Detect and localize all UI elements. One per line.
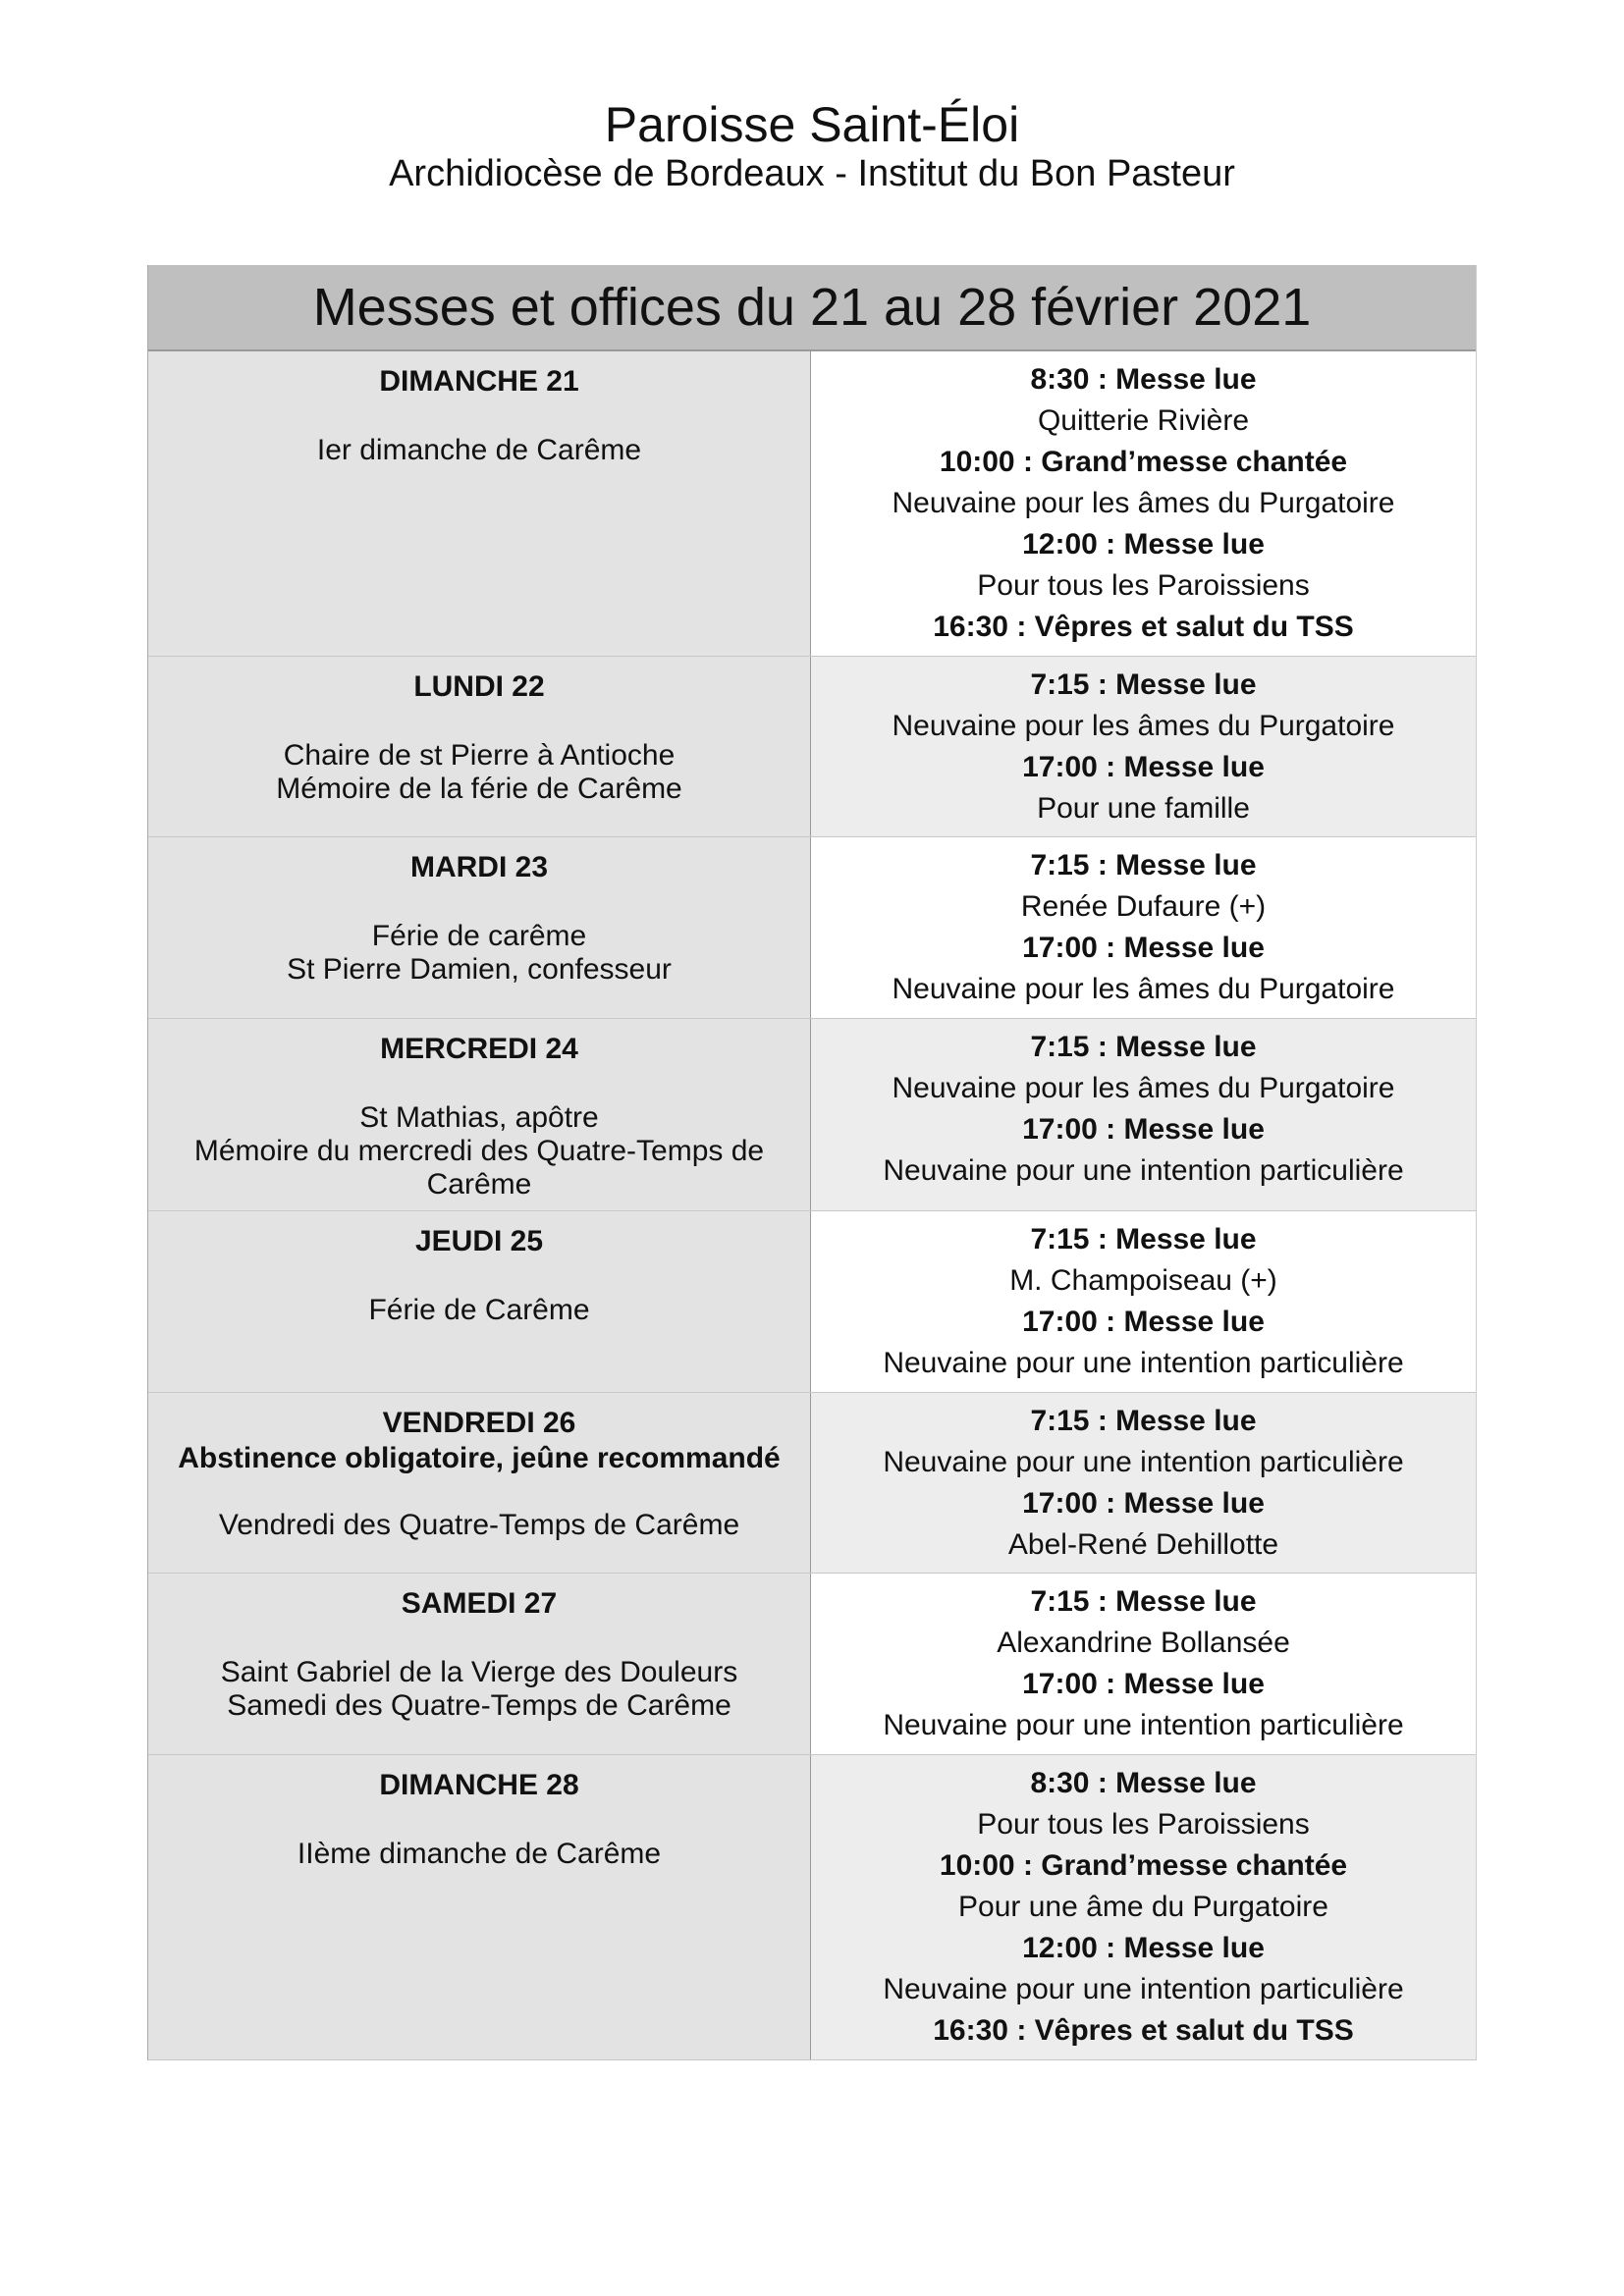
mass-intention: Alexandrine Bollansée	[997, 1627, 1290, 1659]
liturgical-day: Mémoire du mercredi des Quatre-Temps de	[193, 1135, 765, 1167]
day-name: MARDI 23	[409, 851, 549, 883]
masses-cell	[811, 1019, 1476, 1210]
liturgical-day: Vendredi des Quatre-Temps de Carême	[218, 1509, 740, 1541]
day-name: LUNDI 22	[413, 670, 545, 703]
day-name: MERCREDI 24	[380, 1033, 578, 1065]
table-row	[148, 1574, 1476, 1755]
masses-cell	[811, 1393, 1476, 1573]
table-row	[148, 1019, 1476, 1211]
mass-time: 17:00 : Messe lue	[1022, 1113, 1265, 1146]
mass-intention: Renée Dufaure (+)	[1020, 890, 1267, 923]
mass-time: 7:15 : Messe lue	[1030, 1223, 1257, 1255]
day-cell	[148, 1211, 811, 1392]
masses-cell	[811, 1574, 1476, 1754]
day-cell	[148, 657, 811, 836]
mass-time: 17:00 : Messe lue	[1022, 932, 1265, 964]
liturgical-day: Saint Gabriel de la Vierge des Douleurs	[220, 1656, 738, 1688]
table-row	[148, 1393, 1476, 1574]
mass-intention: Neuvaine pour une intention particulière	[883, 1973, 1404, 2005]
table-row	[148, 837, 1476, 1019]
mass-time: 8:30 : Messe lue	[1030, 1767, 1257, 1799]
table-row	[148, 351, 1476, 657]
liturgical-day: Ier dimanche de Carême	[316, 434, 642, 466]
masses-cell	[811, 1211, 1476, 1392]
liturgical-day: Férie de carême	[371, 920, 587, 952]
liturgical-day: Chaire de st Pierre à Antioche	[283, 739, 676, 772]
mass-intention: Pour tous les Paroissiens	[977, 1808, 1310, 1841]
day-name: JEUDI 25	[414, 1225, 544, 1257]
liturgical-day: Samedi des Quatre-Temps de Carême	[227, 1689, 731, 1722]
day-note: Abstinence obligatoire, jeûne recommandé	[178, 1442, 781, 1474]
parish-title: Paroisse Saint-Éloi	[604, 97, 1020, 152]
liturgical-day: St Mathias, apôtre	[359, 1101, 599, 1134]
liturgical-day: St Pierre Damien, confesseur	[287, 953, 672, 986]
mass-time: 17:00 : Messe lue	[1022, 1668, 1265, 1700]
mass-intention: M. Champoiseau (+)	[1009, 1264, 1277, 1297]
mass-time: 10:00 : Grand’messe chantée	[939, 1849, 1348, 1882]
mass-intention: Neuvaine pour une intention particulière	[883, 1347, 1404, 1379]
mass-time: 7:15 : Messe lue	[1030, 1405, 1257, 1437]
masses-cell	[811, 837, 1476, 1018]
table-row	[148, 1755, 1476, 2060]
mass-intention: Neuvaine pour les âmes du Purgatoire	[892, 710, 1395, 742]
liturgical-day: IIème dimanche de Carême	[297, 1838, 662, 1870]
mass-time: 7:15 : Messe lue	[1030, 849, 1257, 881]
day-name: SAMEDI 27	[401, 1587, 558, 1620]
liturgical-day: Carême	[426, 1168, 532, 1201]
mass-time: 12:00 : Messe lue	[1022, 528, 1265, 561]
mass-intention: Quitterie Rivière	[1037, 404, 1250, 437]
mass-intention: Neuvaine pour les âmes du Purgatoire	[892, 973, 1395, 1005]
mass-time: 7:15 : Messe lue	[1030, 1585, 1257, 1618]
day-name: DIMANCHE 28	[379, 1769, 579, 1801]
mass-intention: Neuvaine pour une intention particulière	[883, 1446, 1404, 1478]
table-row	[148, 657, 1476, 837]
mass-intention: Neuvaine pour les âmes du Purgatoire	[892, 1072, 1395, 1104]
parish-subtitle: Archidiocèse de Bordeaux - Institut du Bon Pasteur	[389, 153, 1235, 194]
mass-time: 10:00 : Grand’messe chantée	[939, 446, 1348, 478]
mass-intention: Pour une âme du Purgatoire	[958, 1891, 1328, 1923]
mass-time: 17:00 : Messe lue	[1022, 1306, 1265, 1338]
masses-cell	[811, 657, 1476, 836]
mass-time: 8:30 : Messe lue	[1030, 363, 1257, 396]
day-cell	[148, 1755, 811, 2059]
mass-intention: Pour tous les Paroissiens	[977, 569, 1310, 602]
masses-cell	[811, 351, 1476, 656]
mass-time: 17:00 : Messe lue	[1022, 751, 1265, 783]
day-cell	[148, 1019, 811, 1210]
mass-time: 16:30 : Vêpres et salut du TSS	[933, 611, 1354, 643]
mass-intention: Pour une famille	[1037, 792, 1250, 825]
masses-cell	[811, 1755, 1476, 2059]
day-cell	[148, 351, 811, 656]
mass-intention: Neuvaine pour les âmes du Purgatoire	[892, 487, 1395, 519]
day-name: VENDREDI 26	[382, 1407, 576, 1439]
day-cell	[148, 1574, 811, 1754]
mass-time: 16:30 : Vêpres et salut du TSS	[933, 2014, 1354, 2047]
mass-intention: Abel-René Dehillotte	[1007, 1528, 1279, 1561]
mass-intention: Neuvaine pour une intention particulière	[883, 1154, 1404, 1187]
mass-time: 7:15 : Messe lue	[1030, 668, 1257, 701]
mass-time: 7:15 : Messe lue	[1030, 1031, 1257, 1063]
mass-intention: Neuvaine pour une intention particulière	[883, 1709, 1404, 1741]
day-cell	[148, 837, 811, 1018]
table-row	[148, 1211, 1476, 1393]
liturgical-day: Mémoire de la férie de Carême	[276, 773, 682, 805]
table-title: Messes et offices du 21 au 28 février 2021	[148, 265, 1476, 351]
mass-time: 12:00 : Messe lue	[1022, 1932, 1265, 1964]
schedule-table	[147, 265, 1477, 2060]
mass-time: 17:00 : Messe lue	[1022, 1487, 1265, 1520]
day-name: DIMANCHE 21	[379, 365, 579, 398]
liturgical-day: Férie de Carême	[368, 1294, 590, 1326]
day-cell	[148, 1393, 811, 1573]
